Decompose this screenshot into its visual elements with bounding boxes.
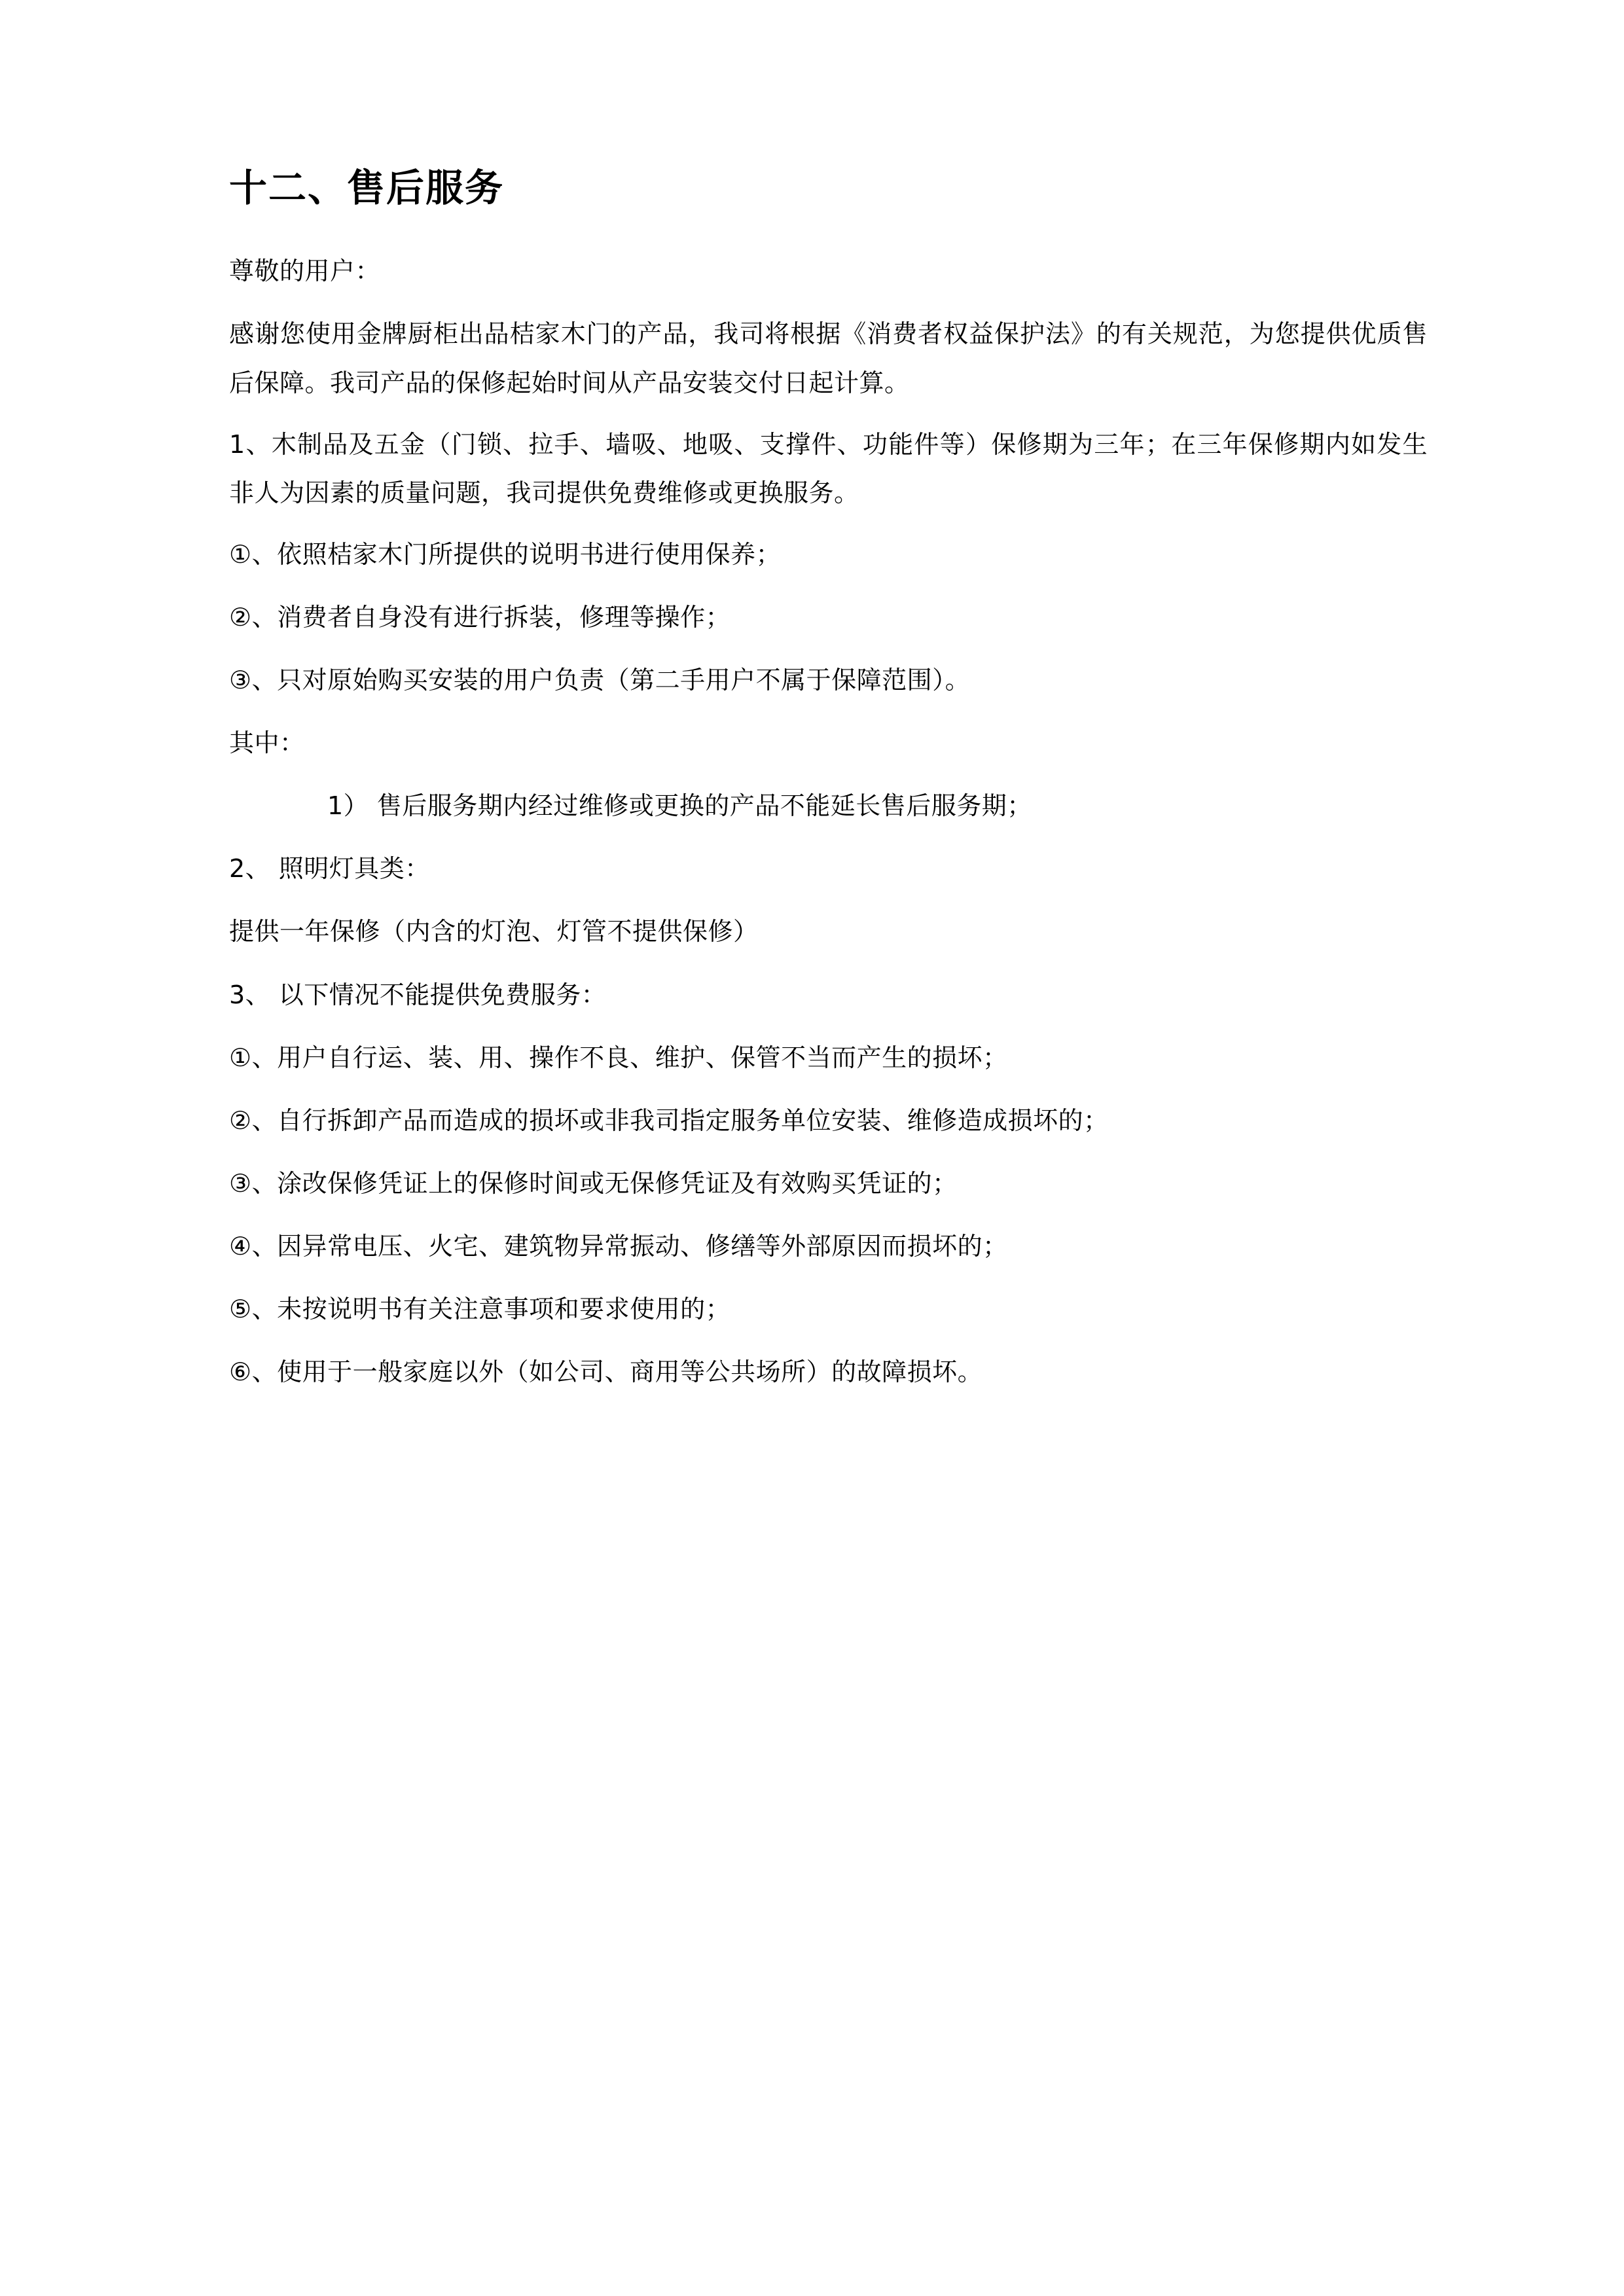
paragraph-item-3-sub-2: ②、自行拆卸产品而造成的损坏或非我司指定服务单位安装、维修造成损坏的； [229, 1105, 1109, 1135]
paragraph-item-3-sub-4: ④、因异常电压、火宅、建筑物异常振动、修缮等外部原因而损坏的； [229, 1231, 1008, 1261]
paragraph-item-3: 3、 以下情况不能提供免费服务： [229, 980, 607, 1009]
paragraph-item-1: 1、木制品及五金（门锁、拉手、墙吸、地吸、支撑件、功能件等）保修期为三年；在三年保修期内如发生非人为因素的质量问题，我司提供免费维修或更换服务。 [229, 429, 1428, 507]
paragraph-greeting: 尊敬的用户： [229, 257, 381, 286]
paragraph-item-1-sub-2: ②、消费者自身没有进行拆装，修理等操作； [229, 602, 731, 632]
paragraph-item-2: 2、 照明灯具类： [229, 854, 430, 884]
paragraph-among-which: 其中： [229, 728, 305, 758]
paragraph-item-3-sub-1: ①、用户自行运、装、用、操作不良、维护、保管不当而产生的损坏； [229, 1043, 1008, 1072]
paragraph-among-which-1: 1） 售后服务期内经过维修或更换的产品不能延长售后服务期； [327, 791, 1032, 821]
paragraph-intro: 感谢您使用金牌厨柜出品桔家木门的产品，我司将根据《消费者权益保护法》的有关规范，为您提供优质售后保障。我司产品的保修起始时间从产品安装交付日起计算。 [229, 319, 1428, 397]
paragraph-item-2-body: 提供一年保修（内含的灯泡、灯管不提供保修） [229, 917, 759, 946]
paragraph-item-3-sub-3: ③、涂改保修凭证上的保修时间或无保修凭证及有效购买凭证的； [229, 1168, 958, 1198]
paragraph-item-3-sub-5: ⑤、未按说明书有关注意事项和要求使用的； [229, 1294, 731, 1323]
paragraph-item-3-sub-6: ⑥、使用于一般家庭以外（如公司、商用等公共场所）的故障损坏。 [229, 1357, 983, 1387]
paragraph-item-1-sub-3: ③、只对原始购买安装的用户负责（第二手用户不属于保障范围）。 [229, 666, 971, 695]
page-title: 十二、售后服务 [229, 166, 505, 210]
paragraph-item-1-sub-1: ①、依照桔家木门所提供的说明书进行使用保养； [229, 539, 782, 569]
